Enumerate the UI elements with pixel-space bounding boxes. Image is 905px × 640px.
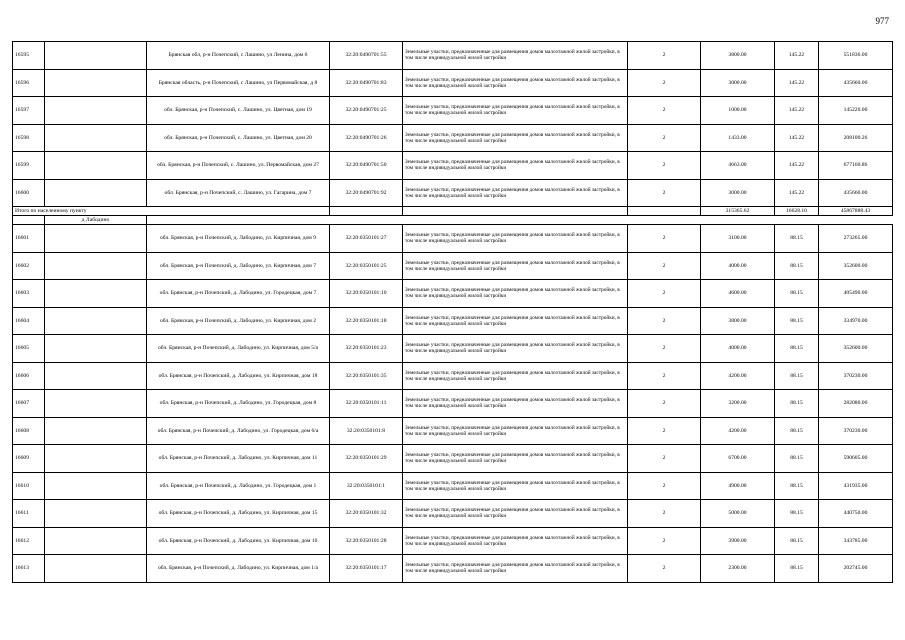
row-spacer: [45, 69, 147, 97]
table-row: [13, 42, 893, 70]
rate-cell: 145.22: [775, 179, 819, 207]
rate-cell: 88.15: [775, 362, 819, 390]
land-use-cell: Земельные участки, предназначенные для размещения домов малоэтажной жилой застройки, в том числе индивидуальной жилой застройки: [403, 252, 628, 280]
total-section: [13, 207, 893, 225]
row-number: 16599: [13, 152, 45, 180]
land-use-cell: Земельные участки, предназначенные для размещения домов малоэтажной жилой застройки, в том числе индивидуальной жилой застройки: [403, 280, 628, 308]
category-cell: 2: [628, 152, 701, 180]
table-row: [13, 335, 893, 363]
value-cell: 343785.00: [819, 527, 893, 555]
cadastral-valuation-table: [12, 41, 893, 583]
row-number: 16608: [13, 417, 45, 445]
value-cell: 208100.26: [819, 124, 893, 152]
value-cell: 370230.00: [819, 362, 893, 390]
area-cell: 3800.00: [701, 42, 775, 70]
row-number: 16607: [13, 390, 45, 418]
rate-cell: 145.22: [775, 42, 819, 70]
rate-cell: 88.15: [775, 527, 819, 555]
cadastral-number-cell: 32:20:0350101:35: [330, 362, 403, 390]
category-cell: 2: [628, 417, 701, 445]
cadastral-number-cell: 32:20:0490701:50: [330, 152, 403, 180]
value-cell: 352600.00: [819, 252, 893, 280]
area-cell: 4200.00: [701, 362, 775, 390]
value-cell: 435660.00: [819, 69, 893, 97]
address-cell: обл. Брянская, р-н Почепский, с. Лашино, ул. Первомайская, дом 27: [147, 152, 330, 180]
category-cell: 2: [628, 280, 701, 308]
row-number: 16610: [13, 472, 45, 500]
value-cell: 282080.00: [819, 390, 893, 418]
table-row: [13, 417, 893, 445]
address-cell: Брянская область, р-н Почепский, с Лашино, ул Первомайская, д 8: [147, 69, 330, 97]
total-area: 315365.62: [701, 207, 775, 216]
address-cell: обл. Брянская, р-н Почепский, д. Лабодино, ул. Кирпичная, дом 11: [147, 445, 330, 473]
row-spacer: [45, 280, 147, 308]
row-number: 16604: [13, 307, 45, 335]
table-row: [13, 179, 893, 207]
row-spacer: [45, 362, 147, 390]
cadastral-number-cell: 32:20:0350101:8: [330, 417, 403, 445]
row-number: 16611: [13, 500, 45, 528]
rate-cell: 88.15: [775, 280, 819, 308]
category-cell: 2: [628, 445, 701, 473]
rate-cell: 88.15: [775, 555, 819, 583]
land-use-cell: Земельные участки, предназначенные для размещения домов малоэтажной жилой застройки, в том числе индивидуальной жилой застройки: [403, 179, 628, 207]
row-spacer: [45, 445, 147, 473]
value-cell: 202745.00: [819, 555, 893, 583]
area-cell: 3900.00: [701, 527, 775, 555]
area-cell: 4200.00: [701, 417, 775, 445]
table-row: [13, 252, 893, 280]
land-use-cell: Земельные участки, предназначенные для размещения домов малоэтажной жилой застройки, в том числе индивидуальной жилой застройки: [403, 417, 628, 445]
rate-cell: 88.15: [775, 472, 819, 500]
cadastral-number-cell: 32:20:0490701:83: [330, 69, 403, 97]
area-cell: 2300.00: [701, 555, 775, 583]
table-row: [13, 472, 893, 500]
address-cell: обл. Брянская, р-н Почепский, д. Лабодино, ул. Кирпичная, дом 15: [147, 500, 330, 528]
row-spacer: [45, 124, 147, 152]
address-cell: обл. Брянская, р-н Почепский, д. Лабодино, ул. Кирпичная, дом 2: [147, 307, 330, 335]
area-cell: 3100.00: [701, 225, 775, 253]
settlement-row: [13, 216, 893, 225]
address-cell: Брянская обл, р-н Почепский, с Лашино, ул Ленина, дом 6: [147, 42, 330, 70]
cadastral-number-cell: 32:20:0350101:25: [330, 252, 403, 280]
cadastral-number-cell: 32:20:0350101:27: [330, 225, 403, 253]
value-cell: 590605.00: [819, 445, 893, 473]
address-cell: обл. Брянская, р-н Почепский, д. Лабодино, ул. Кирпичная, дом 5/а: [147, 335, 330, 363]
row-number: 16598: [13, 124, 45, 152]
cadastral-number-cell: 32:20:0350101:18: [330, 307, 403, 335]
row-spacer: [45, 97, 147, 125]
table-body-labodino: [13, 225, 893, 583]
table-row: [13, 390, 893, 418]
cadastral-number-cell: 32:20:0490701:92: [330, 179, 403, 207]
table-row: [13, 97, 893, 125]
rate-cell: 88.15: [775, 390, 819, 418]
rate-cell: 88.15: [775, 225, 819, 253]
value-cell: 677160.86: [819, 152, 893, 180]
area-cell: 1000.00: [701, 97, 775, 125]
land-use-cell: Земельные участки, предназначенные для размещения домов малоэтажной жилой застройки, в том числе индивидуальной жилой застройки: [403, 500, 628, 528]
row-spacer: [45, 307, 147, 335]
category-cell: 2: [628, 500, 701, 528]
value-cell: 431935.00: [819, 472, 893, 500]
area-cell: 4000.00: [701, 335, 775, 363]
land-use-cell: Земельные участки, предназначенные для размещения домов малоэтажной жилой застройки, в том числе индивидуальной жилой застройки: [403, 555, 628, 583]
value-cell: 273265.00: [819, 225, 893, 253]
land-use-cell: Земельные участки, предназначенные для размещения домов малоэтажной жилой застройки, в том числе индивидуальной жилой застройки: [403, 225, 628, 253]
address-cell: обл. Брянская, р-н Почепский, д. Лабодино, ул. Кирпичная, дом 7: [147, 252, 330, 280]
settlement-name: д Лабодино: [45, 216, 147, 225]
land-use-cell: Земельные участки, предназначенные для размещения домов малоэтажной жилой застройки, в том числе индивидуальной жилой застройки: [403, 335, 628, 363]
address-cell: обл. Брянская, р-н Почепский, д. Лабодино, ул. Городецкая, дом 7: [147, 280, 330, 308]
area-cell: 4000.00: [701, 252, 775, 280]
land-use-cell: Земельные участки, предназначенные для размещения домов малоэтажной жилой застройки, в том числе индивидуальной жилой застройки: [403, 152, 628, 180]
table-row: [13, 555, 893, 583]
land-use-cell: Земельные участки, предназначенные для размещения домов малоэтажной жилой застройки, в том числе индивидуальной жилой застройки: [403, 527, 628, 555]
category-cell: 2: [628, 472, 701, 500]
row-number: 16605: [13, 335, 45, 363]
area-cell: 3200.00: [701, 390, 775, 418]
row-spacer: [45, 42, 147, 70]
table-row: [13, 124, 893, 152]
address-cell: обл. Брянская, р-н Почепский, д. Лабодино, ул. Городецкая, дом 6/а: [147, 417, 330, 445]
row-number: 16612: [13, 527, 45, 555]
address-cell: обл. Брянская, р-н Почепский, с. Лашино, ул. Цветная, дом 20: [147, 124, 330, 152]
value-cell: 334970.00: [819, 307, 893, 335]
row-number: 16595: [13, 42, 45, 70]
table-body-lashino: [13, 42, 893, 207]
row-spacer: [45, 335, 147, 363]
row-number: 16603: [13, 280, 45, 308]
land-use-cell: Земельные участки, предназначенные для размещения домов малоэтажной жилой застройки, в том числе индивидуальной жилой застройки: [403, 445, 628, 473]
category-cell: 2: [628, 307, 701, 335]
area-cell: 4663.00: [701, 152, 775, 180]
category-cell: 2: [628, 42, 701, 70]
cadastral-number-cell: 32:20:0490701:26: [330, 124, 403, 152]
row-spacer: [45, 152, 147, 180]
address-cell: обл. Брянская, р-н Почепский, д. Лабодино, ул. Кирпичная, дом 18: [147, 362, 330, 390]
land-use-cell: Земельные участки, предназначенные для размещения домов малоэтажной жилой застройки, в том числе индивидуальной жилой застройки: [403, 42, 628, 70]
total-empty-use: [403, 207, 628, 216]
total-value: 45867888.43: [819, 207, 893, 216]
rate-cell: 88.15: [775, 445, 819, 473]
area-cell: 3000.00: [701, 179, 775, 207]
category-cell: 2: [628, 555, 701, 583]
land-use-cell: Земельные участки, предназначенные для размещения домов малоэтажной жилой застройки, в том числе индивидуальной жилой застройки: [403, 124, 628, 152]
area-cell: 3000.00: [701, 69, 775, 97]
value-cell: 370230.00: [819, 417, 893, 445]
rate-cell: 145.22: [775, 152, 819, 180]
address-cell: обл. Брянская, р-н Почепский, д. Лабодино, ул. Городецкая, дом 1: [147, 472, 330, 500]
value-cell: 435660.00: [819, 179, 893, 207]
rate-cell: 88.15: [775, 417, 819, 445]
area-cell: 1433.00: [701, 124, 775, 152]
rate-cell: 145.22: [775, 124, 819, 152]
land-use-cell: Земельные участки, предназначенные для размещения домов малоэтажной жилой застройки, в том числе индивидуальной жилой застройки: [403, 362, 628, 390]
row-number: 16601: [13, 225, 45, 253]
address-cell: обл. Брянская, р-н Почепский, д. Лабодино, ул. Городецкая, дом 8: [147, 390, 330, 418]
total-row: [13, 207, 893, 216]
table-row: [13, 280, 893, 308]
cadastral-number-cell: 32:20:0350101:11: [330, 390, 403, 418]
settlement-spacer: [147, 216, 893, 225]
row-spacer: [45, 527, 147, 555]
land-use-cell: Земельные участки, предназначенные для размещения домов малоэтажной жилой застройки, в том числе индивидуальной жилой застройки: [403, 472, 628, 500]
category-cell: 2: [628, 335, 701, 363]
table-row: [13, 69, 893, 97]
row-number: 16597: [13, 97, 45, 125]
row-spacer: [45, 390, 147, 418]
cadastral-number-cell: 32:20:0350101:1: [330, 472, 403, 500]
total-empty-cadastral: [330, 207, 403, 216]
row-spacer: [45, 252, 147, 280]
row-number: 16613: [13, 555, 45, 583]
row-spacer: [45, 417, 147, 445]
address-cell: обл. Брянская, р-н Почепский, д. Лабодино, ул. Кирпичная, дом 1/а: [147, 555, 330, 583]
address-cell: обл. Брянская, р-н Почепский, д. Лабодино, ул. Кирпичная, дом 10: [147, 527, 330, 555]
rate-cell: 88.15: [775, 252, 819, 280]
table-row: [13, 362, 893, 390]
land-use-cell: Земельные участки, предназначенные для размещения домов малоэтажной жилой застройки, в том числе индивидуальной жилой застройки: [403, 307, 628, 335]
rate-cell: 145.22: [775, 97, 819, 125]
address-cell: обл. Брянская, р-н Почепский, с. Лашино, ул. Гагарина, дом 7: [147, 179, 330, 207]
row-number: 16600: [13, 179, 45, 207]
category-cell: 2: [628, 69, 701, 97]
land-use-cell: Земельные участки, предназначенные для размещения домов малоэтажной жилой застройки, в том числе индивидуальной жилой застройки: [403, 97, 628, 125]
row-spacer: [45, 472, 147, 500]
table-row: [13, 307, 893, 335]
value-cell: 352600.00: [819, 335, 893, 363]
cadastral-number-cell: 32:20:0350101:17: [330, 555, 403, 583]
cadastral-number-cell: 32:20:0350101:29: [330, 445, 403, 473]
cadastral-number-cell: 32:20:0490701:55: [330, 42, 403, 70]
category-cell: 2: [628, 97, 701, 125]
address-cell: обл. Брянская, р-н Почепский, с. Лашино, ул. Цветная, дом 19: [147, 97, 330, 125]
area-cell: 4900.00: [701, 472, 775, 500]
row-number: 16606: [13, 362, 45, 390]
cadastral-number-cell: 32:20:0350101:10: [330, 280, 403, 308]
table-row: [13, 500, 893, 528]
settlement-empty-num: [13, 216, 45, 225]
land-use-cell: Земельные участки, предназначенные для размещения домов малоэтажной жилой застройки, в том числе индивидуальной жилой застройки: [403, 69, 628, 97]
area-cell: 6700.00: [701, 445, 775, 473]
row-number: 16596: [13, 69, 45, 97]
rate-cell: 88.15: [775, 307, 819, 335]
row-spacer: [45, 500, 147, 528]
category-cell: 2: [628, 390, 701, 418]
land-use-cell: Земельные участки, предназначенные для размещения домов малоэтажной жилой застройки, в том числе индивидуальной жилой застройки: [403, 390, 628, 418]
area-cell: 5000.00: [701, 500, 775, 528]
rate-cell: 145.22: [775, 69, 819, 97]
cadastral-number-cell: 32:20:0350101:32: [330, 500, 403, 528]
row-number: 16602: [13, 252, 45, 280]
row-number: 16609: [13, 445, 45, 473]
table-row: [13, 225, 893, 253]
cadastral-number-cell: 32:20:0490701:25: [330, 97, 403, 125]
category-cell: 2: [628, 225, 701, 253]
rate-cell: 88.15: [775, 335, 819, 363]
cadastral-number-cell: 32:20:0350101:23: [330, 335, 403, 363]
category-cell: 2: [628, 179, 701, 207]
table-row: [13, 152, 893, 180]
rate-cell: 88.15: [775, 500, 819, 528]
category-cell: 2: [628, 252, 701, 280]
total-empty-category: [628, 207, 701, 216]
row-spacer: [45, 225, 147, 253]
cadastral-number-cell: 32:20:0350101:28: [330, 527, 403, 555]
value-cell: 440750.00: [819, 500, 893, 528]
table-row: [13, 527, 893, 555]
category-cell: 2: [628, 527, 701, 555]
row-spacer: [45, 179, 147, 207]
value-cell: 405490.00: [819, 280, 893, 308]
row-spacer: [45, 555, 147, 583]
value-cell: 551836.00: [819, 42, 893, 70]
value-cell: 145220.00: [819, 97, 893, 125]
total-label: Итого по населенному пункту: [13, 207, 330, 216]
address-cell: обл. Брянская, р-н Почепский, д. Лабодино, ул. Кирпичная, дом 9: [147, 225, 330, 253]
table-row: [13, 445, 893, 473]
area-cell: 3800.00: [701, 307, 775, 335]
category-cell: 2: [628, 362, 701, 390]
total-rate: 16628.10: [775, 207, 819, 216]
page-number: 977: [875, 16, 889, 26]
area-cell: 4600.00: [701, 280, 775, 308]
category-cell: 2: [628, 124, 701, 152]
